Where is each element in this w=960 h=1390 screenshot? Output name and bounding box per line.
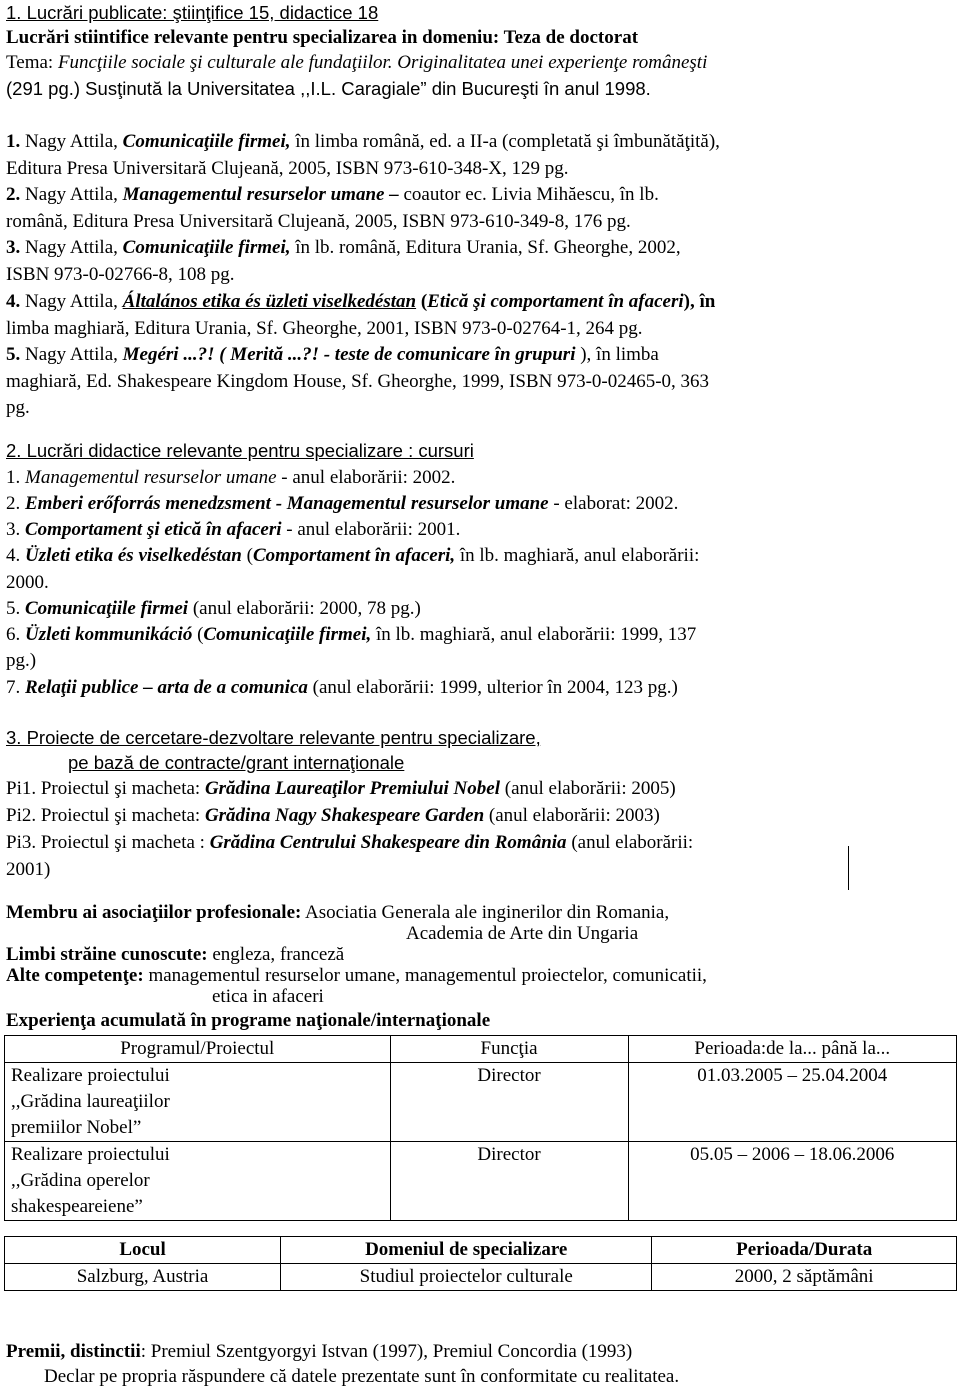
membership-line-2: Academia de Arte din Ungaria [406,923,639,944]
thesis-title: Funcţiile sociale şi culturale ale fundaţiilor. Originalitatea unei experienţe româneşti [57,52,708,73]
publication-paren: ( [416,291,428,312]
course-details: - anul elaborării: 2001. [281,519,461,540]
course-2 [6,493,678,515]
publication-5-line-2: maghiară, Ed. Shakespeare Kingdom House, Sf. Gheorghe, 1999, ISBN 973-0-02465-0, 363 [6,371,710,392]
project-title: Grădina Laureaţilor Premiului Nobel [204,778,500,799]
project-title: Grădina Centrului Shakespeare din România [209,832,567,853]
project-cell-line: Realizare proiectului [11,1065,170,1086]
training-table [4,1236,957,1291]
declaration-line: Declar pe propria răspundere că datele prezentate sunt în conformitate cu realitatea. [44,1366,680,1387]
skills-line [6,965,707,987]
course-number: 3. [6,519,25,540]
publication-details: ), în [683,291,716,312]
publication-4 [6,291,715,313]
margin-vertical-bar [848,846,849,890]
publication-title-translation: Etică şi comportament în afaceri [427,291,684,312]
project-cell-line: shakespeareiene” [11,1196,143,1217]
thesis-line-2: (291 pg.) Susţinută la Universitatea ,,I.L. Caragiale” din Bucureşti în anul 1998. [6,78,651,99]
course-title-translation: Comportament în afaceri, [252,545,456,566]
publication-title: Általános etika és üzleti viselkedéstan [122,291,417,312]
publication-author: Nagy Attila, [20,131,123,152]
section-3-heading-line-2: pe bază de contracte/grant internaţionale [68,752,405,773]
membership-value: Asociatia Generala ale inginerilor din Romania, [301,902,670,923]
experience-table [4,1035,957,1221]
course-title: Comportament şi etică în afaceri [25,519,282,540]
publication-title: Managementul resurselor umane – [122,184,399,205]
course-3 [6,519,460,541]
publication-details: în limba română, ed. a II-a (completată şi îmbunătăţită), [290,131,720,152]
languages-line [6,944,344,966]
course-title-translation: Comunicaţiile firmei, [203,624,372,645]
course-title: Managementul resurselor umane [25,467,277,488]
table-row [5,1063,957,1142]
section-2-heading: 2. Lucrări didactice relevante pentru specializare : cursuri [6,440,474,461]
publication-author: Nagy Attila, [20,237,123,258]
duration-cell: 2000, 2 săptămâni [652,1264,957,1291]
section-3-heading-line-1: 3. Proiecte de cercetare-dezvoltare relevante pentru specializare, [6,727,541,748]
publication-coauthor: coautor ec. Livia Mihăescu, [398,184,616,205]
project-title: Grădina Nagy Shakespeare Garden [204,805,485,826]
section-1-subheading: Lucrări stiintifice relevante pentru specializarea in domeniu: Teza de doctorat [6,27,639,48]
project-cell-line: ,,Grădina operelor [11,1170,150,1191]
languages-label: Limbi străine cunoscute: [6,944,208,965]
course-5 [6,598,421,620]
project-2 [6,805,660,827]
project-label: Pi3. Proiectul şi macheta : [6,832,210,853]
course-details: (anul elaborării: 2000, 78 pg.) [188,598,421,619]
skills-line-2: etica in afaceri [212,986,324,1007]
section-1-heading: 1. Lucrări publicate: ştiinţifice 15, didactice 18 [6,2,379,23]
course-4-line-2: 2000. [6,572,49,593]
publication-1 [6,131,720,153]
course-paren: ( [192,624,204,645]
publication-4-line-2: limba maghiară, Editura Urania, Sf. Gheorghe, 2001, ISBN 973-0-02764-1, 264 pg. [6,318,643,339]
experience-heading: Experienţa acumulată în programe naţionale/internaţionale [6,1010,491,1031]
publication-number: 2. [6,184,21,205]
course-6-line-2: pg.) [6,650,37,671]
table-header-cell: Locul [5,1237,281,1264]
course-details: în lb. maghiară, anul elaborării: [455,545,700,566]
publication-number: 1. [6,131,21,152]
course-number: 2. [6,493,25,514]
publication-title: Megéri ...?! ( Merită ...?! - teste de comunicare în grupuri [122,344,576,365]
publication-title: Comunicaţiile firmei, [122,237,291,258]
project-3 [6,832,693,854]
course-4 [6,545,699,567]
publication-3 [6,237,681,259]
table-row [5,1264,957,1291]
project-label: Pi2. Proiectul şi macheta: [6,805,205,826]
table-header-row [5,1036,957,1063]
skills-value: managementul resurselor umane, managementul proiectelor, comunicatii, [143,965,707,986]
project-year: (anul elaborării: [566,832,694,853]
function-cell: Director [390,1142,628,1221]
course-title: Emberi erőforrás menedzsment - Managementul resurselor umane [25,493,549,514]
publication-details: ), în limba [575,344,659,365]
course-paren: ( [241,545,253,566]
publication-number: 4. [6,291,21,312]
course-number: 6. [6,624,25,645]
course-title: Üzleti kommunikáció [25,624,193,645]
publication-author: Nagy Attila, [20,344,123,365]
table-header-cell: Funcţia [390,1036,628,1063]
course-number: 7. [6,677,25,698]
awards-line [6,1341,632,1363]
skills-label: Alte competenţe: [6,965,144,986]
course-title: Relaţii publice – arta de a comunica [25,677,308,698]
membership-line [6,902,669,924]
course-1 [6,467,455,489]
course-details: în lb. maghiară, anul elaborării: 1999, 137 [371,624,697,645]
project-cell [5,1142,391,1221]
course-title: Comunicaţiile firmei [25,598,189,619]
awards-value: : Premiul Szentgyorgyi Istvan (1997), Premiul Concordia (1993) [140,1341,633,1362]
table-header-row [5,1237,957,1264]
publication-1-line-2: Editura Presa Universitară Clujeană, 2005, ISBN 973-610-348-X, 129 pg. [6,158,569,179]
publication-number: 3. [6,237,21,258]
project-cell [5,1063,391,1142]
thesis-line-1 [6,52,707,74]
project-cell-line: premiilor Nobel” [11,1117,142,1138]
awards-label: Premii, distinctii [6,1341,141,1362]
publication-5 [6,344,659,366]
project-1 [6,778,676,800]
project-label: Pi1. Proiectul şi macheta: [6,778,205,799]
publication-details: în lb. română, Editura Urania, Sf. Gheorghe, 2002, [290,237,681,258]
function-cell: Director [390,1063,628,1142]
languages-value: engleza, franceză [207,944,345,965]
publication-5-line-3: pg. [6,397,30,418]
table-header-cell: Domeniul de specializare [281,1237,652,1264]
publication-number: 5. [6,344,21,365]
domain-cell: Studiul proiectelor culturale [281,1264,652,1291]
course-details: - elaborat: 2002. [548,493,679,514]
table-row [5,1142,957,1221]
publication-author: Nagy Attila, [20,184,123,205]
table-header-cell: Perioada:de la... până la... [628,1036,956,1063]
course-number: 1. [6,467,25,488]
project-cell-line: Realizare proiectului [11,1144,170,1165]
thesis-prefix: Tema: [6,52,58,73]
project-cell-line: ,,Grădina laureaţiilor [11,1091,170,1112]
publication-author: Nagy Attila, [20,291,123,312]
place-cell: Salzburg, Austria [5,1264,281,1291]
publication-2-line-2: română, Editura Presa Universitară Clujeană, 2005, ISBN 973-610-349-8, 176 pg. [6,211,631,232]
publication-2 [6,184,659,206]
publication-3-line-2: ISBN 973-0-02766-8, 108 pg. [6,264,235,285]
membership-label: Membru ai asociaţiilor profesionale: [6,902,302,923]
course-number: 4. [6,545,25,566]
course-details: (anul elaborării: 1999, ulterior în 2004, 123 pg.) [307,677,678,698]
period-cell: 05.05 – 2006 – 18.06.2006 [628,1142,956,1221]
course-details: - anul elaborării: 2002. [276,467,456,488]
table-header-cell: Programul/Proiectul [5,1036,391,1063]
period-cell: 01.03.2005 – 25.04.2004 [628,1063,956,1142]
table-header-cell: Perioada/Durata [652,1237,957,1264]
project-year: (anul elaborării: 2005) [500,778,676,799]
course-title: Üzleti etika és viselkedéstan [25,545,242,566]
course-number: 5. [6,598,25,619]
course-6 [6,624,696,646]
project-3-line-2: 2001) [6,859,51,880]
publication-language: în lb. [615,184,659,205]
publication-title: Comunicaţiile firmei, [122,131,291,152]
project-year: (anul elaborării: 2003) [484,805,660,826]
course-7 [6,677,678,699]
